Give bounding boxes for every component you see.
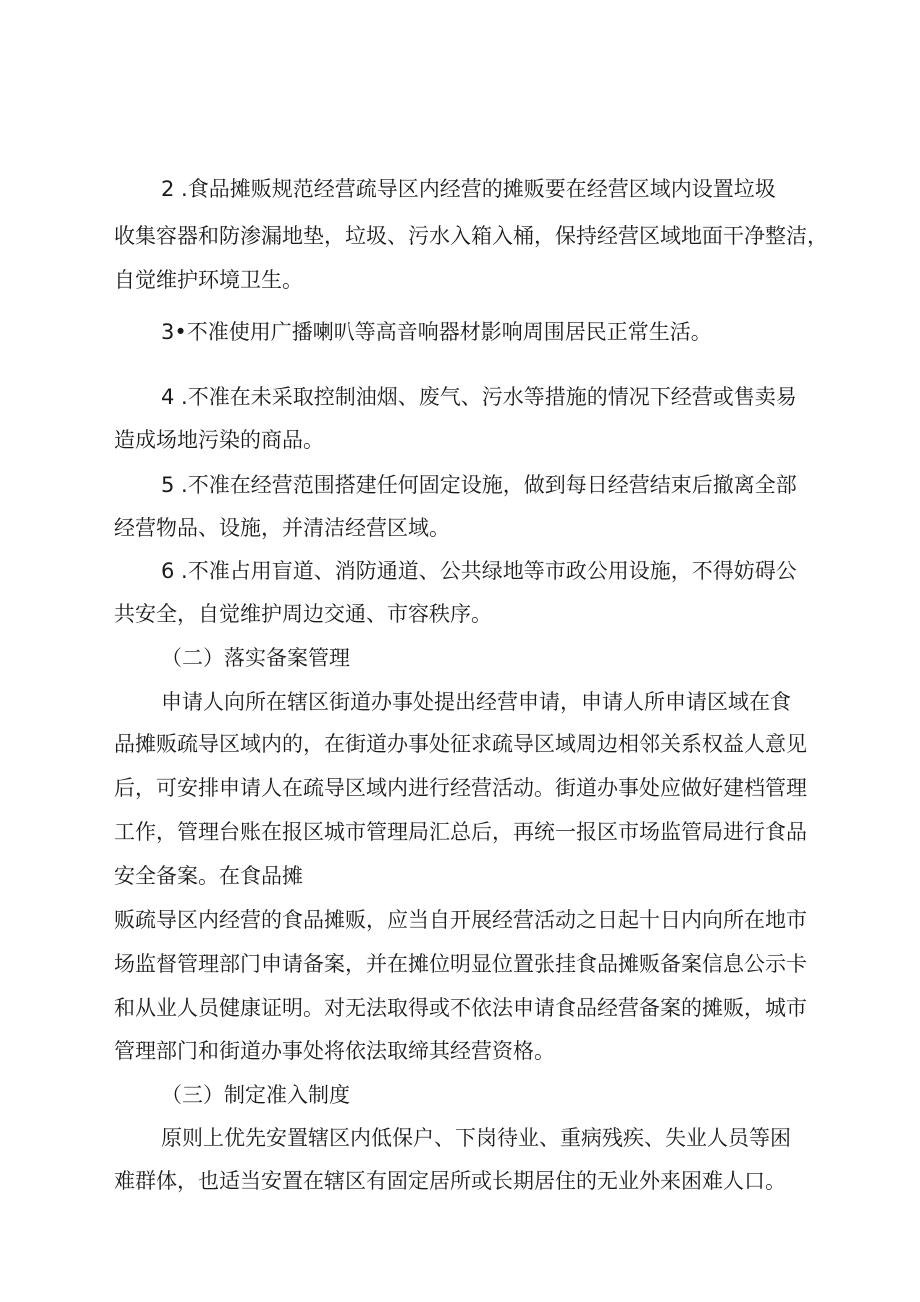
item-5-line-2: 经营物品、设施，并清洁经营区域。: [114, 516, 450, 540]
item-2-line-3: 自觉维护环境卫生。: [114, 268, 303, 292]
section-heading-3: （三）制定准入制度: [161, 1083, 350, 1107]
paragraph-3-line-1: 原则上优先安置辖区内低保户、下岗待业、重病残疾、失业人员等困: [161, 1126, 791, 1150]
paragraph-2-line-6: 贩疏导区内经营的食品摊贩，应当自开展经营活动之日起十日内向所在地市: [114, 908, 807, 932]
item-4-line-1: 4 .不准在未采取控制油烟、废气、污水等措施的情况下经营或售卖易: [161, 385, 797, 409]
paragraph-2-line-3: 后，可安排申请人在疏导区域内进行经营活动。街道办事处应做好建档管理: [114, 776, 807, 800]
paragraph-2-line-2: 品摊贩疏导区域内的，在街道办事处征求疏导区域周边相邻关系权益人意见: [114, 732, 807, 756]
item-2-line-1: 2 .食品摊贩规范经营疏导区内经营的摊贩要在经营区域内设置垃圾: [161, 177, 776, 201]
item-2-line-2: 收集容器和防渗漏地垫，垃圾、污水入箱入桶，保持经营区域地面干净整洁，: [114, 224, 828, 248]
paragraph-2-line-8: 和从业人员健康证明。对无法取得或不依法申请食品经营备案的摊贩，城市: [114, 996, 807, 1020]
paragraph-2-line-4: 工作，管理台账在报区城市管理局汇总后，再统一报区市场监管局进行食品: [114, 820, 807, 844]
item-5-line-1: 5 .不准在经营范围搭建任何固定设施，做到每日经营结束后撤离全部: [161, 473, 797, 497]
paragraph-2-line-5: 安全备案。在食品摊: [114, 864, 303, 888]
paragraph-3-line-2: 难群体，也适当安置在辖区有固定居所或长期居住的无业外来困难人口。: [114, 1169, 786, 1193]
item-6-line-2: 共安全，自觉维护周边交通、市容秩序。: [114, 602, 492, 626]
item-6-line-1: 6 .不准占用盲道、消防通道、公共绿地等市政公用设施，不得妨碍公: [161, 559, 797, 583]
paragraph-2-line-1: 申请人向所在辖区街道办事处提出经营申请，申请人所申请区域在食: [161, 690, 791, 714]
item-4-line-2: 造成场地污染的商品。: [114, 428, 324, 452]
paragraph-2-line-7: 场监督管理部门申请备案，并在摊位明显位置张挂食品摊贩备案信息公示卡: [114, 952, 807, 976]
item-3-line-1: 3•不准使用广播喇叭等高音响器材影响周围居民正常生活。: [161, 320, 712, 344]
paragraph-2-line-9: 管理部门和街道办事处将依法取缔其经营资格。: [114, 1039, 555, 1063]
section-heading-2: （二）落实备案管理: [161, 646, 350, 670]
